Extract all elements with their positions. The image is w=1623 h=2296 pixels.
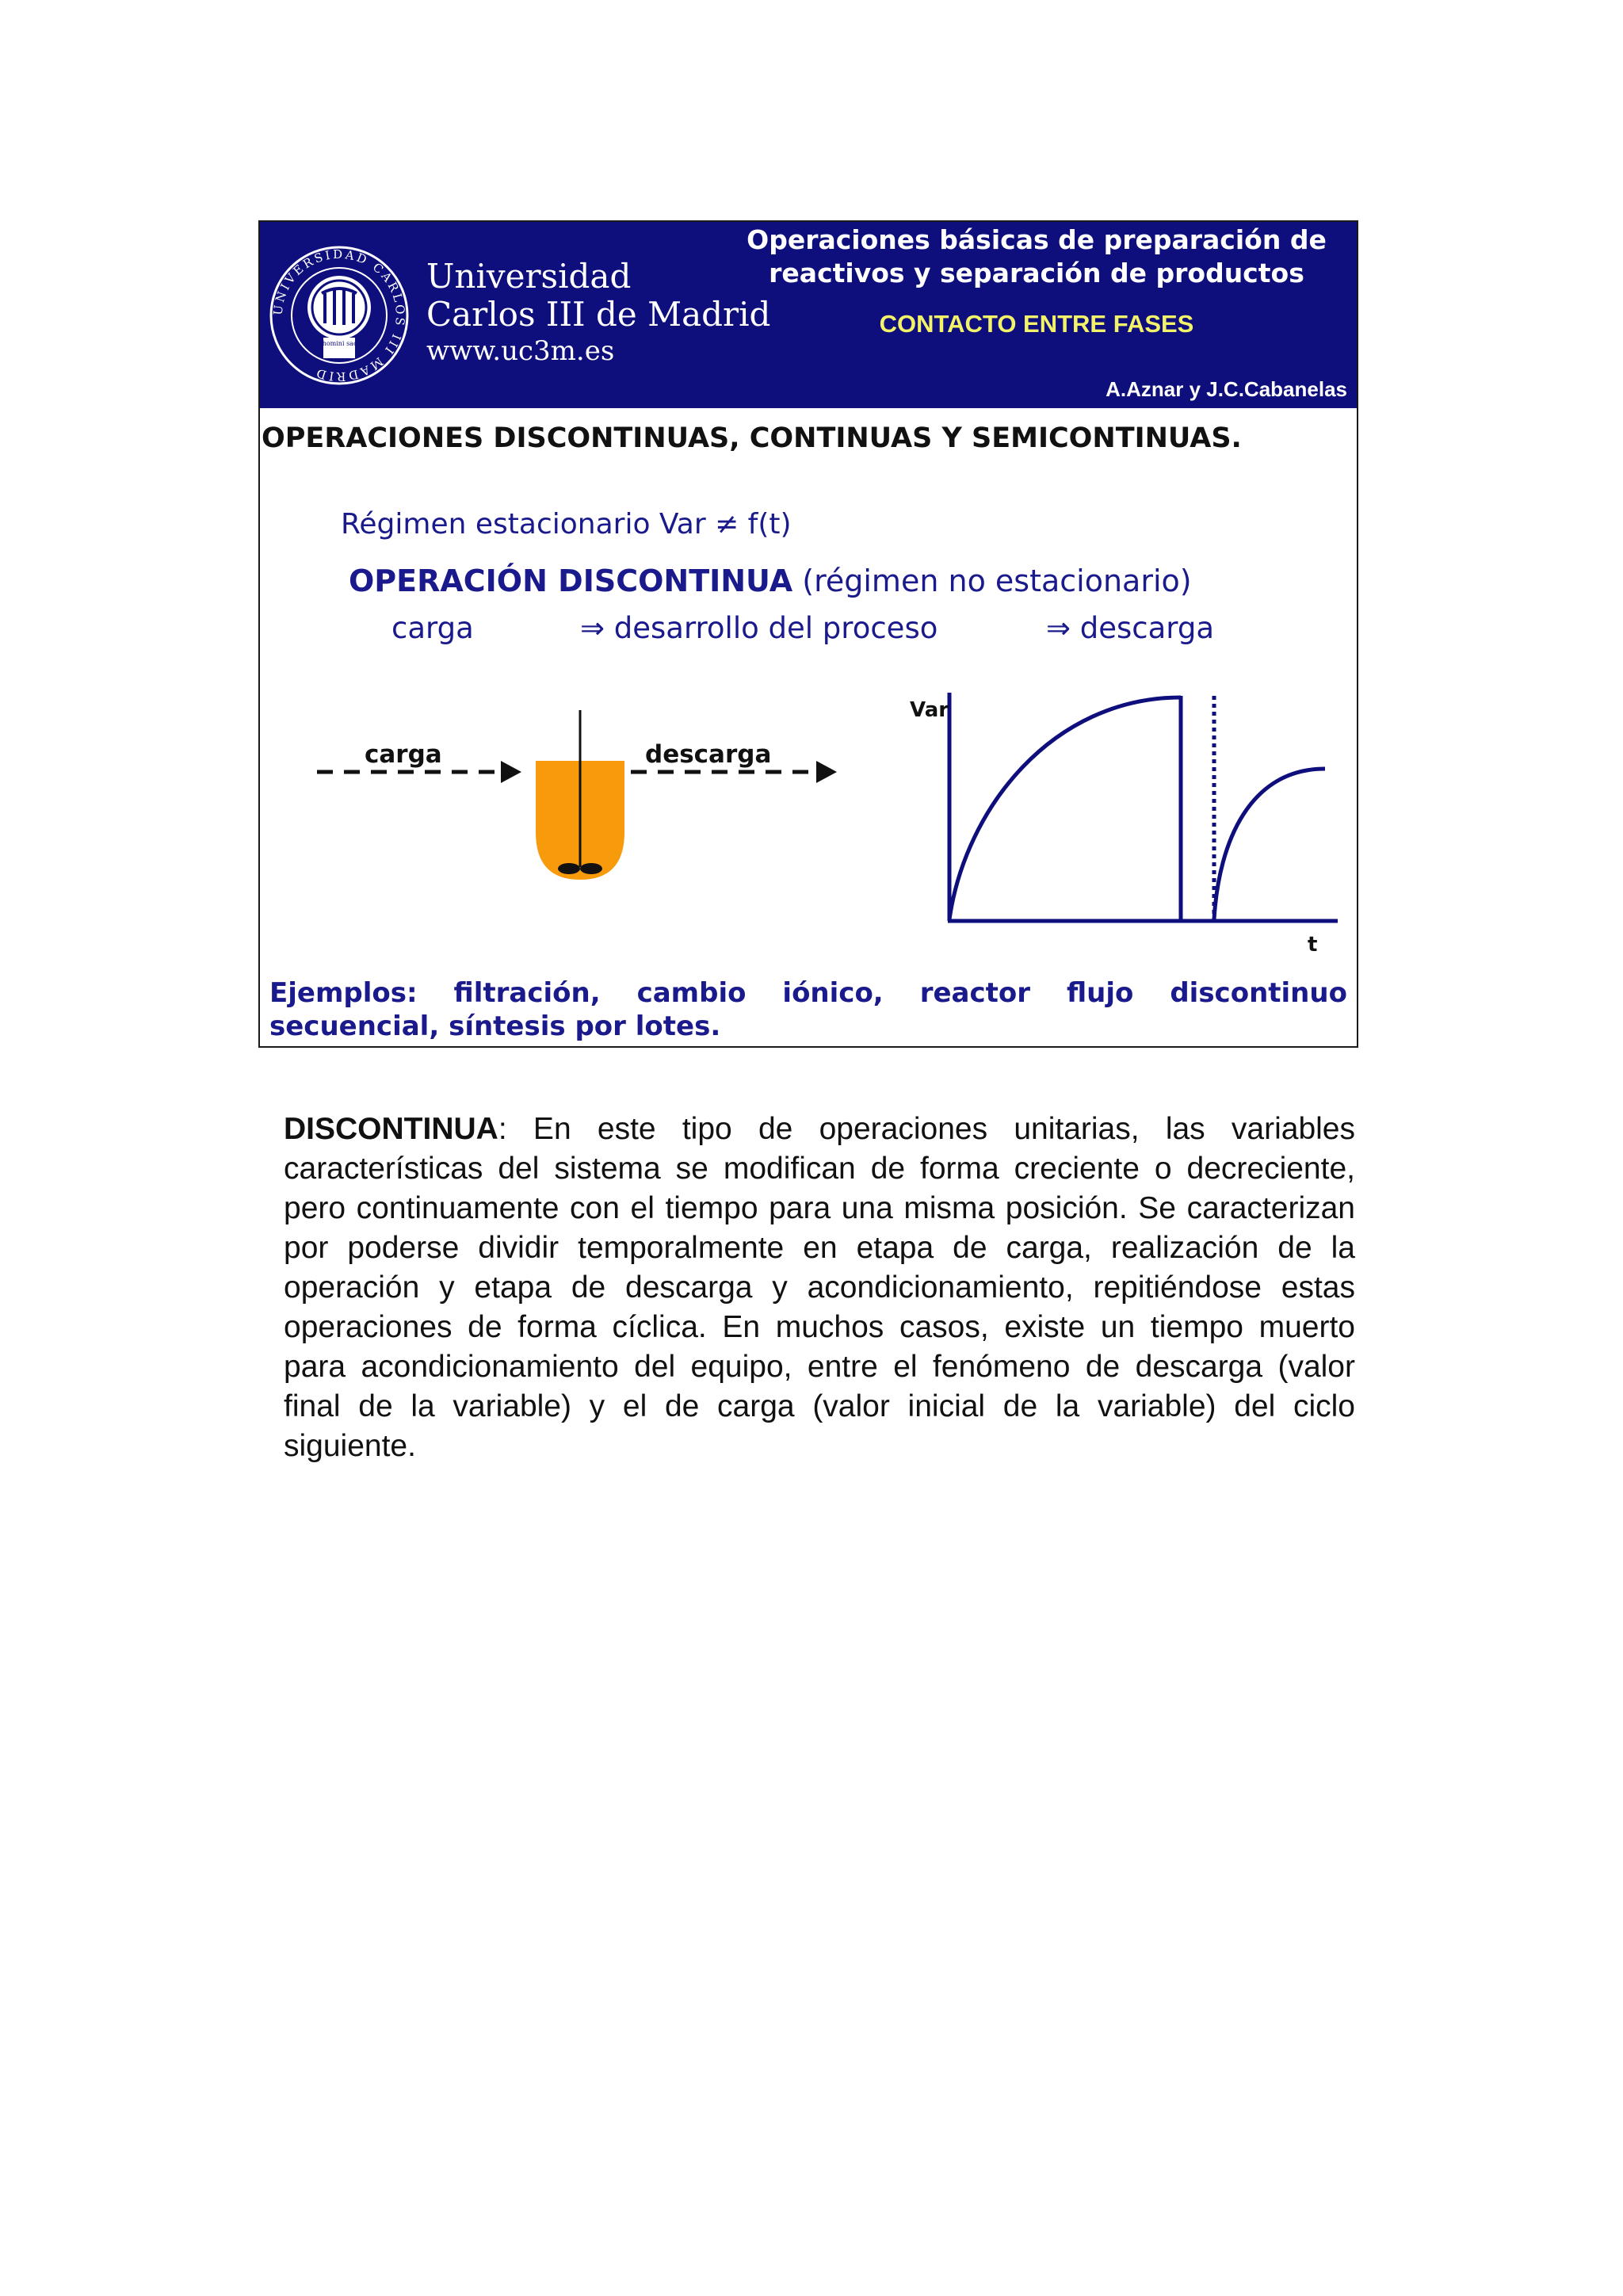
diagram-label-descarga: descarga <box>645 740 772 769</box>
operation-title: OPERACIÓN DISCONTINUA <box>349 563 793 598</box>
examples-word: flujo <box>1066 977 1134 1009</box>
step-descarga: ⇒ descarga <box>1046 611 1215 645</box>
plot-y-label: Var <box>910 698 949 722</box>
body-paragraph <box>284 1110 1355 1466</box>
outlet-arrowhead <box>816 761 837 783</box>
section-title: OPERACIONES DISCONTINUAS, CONTINUAS Y SEMICONTINUAS. <box>262 422 1242 454</box>
university-seal-logo <box>268 244 411 387</box>
examples-word: iónico, <box>782 977 884 1009</box>
examples-line1 <box>269 976 1347 1010</box>
slide-frame <box>258 220 1358 1048</box>
examples-line2: secuencial, síntesis por lotes. <box>269 1010 721 1042</box>
university-name-line2: Carlos III de Madrid <box>426 295 771 334</box>
topic-title: CONTACTO ENTRE FASES <box>879 310 1194 338</box>
examples-word: cambio <box>636 977 747 1009</box>
regime-text: Régimen estacionario Var ≠ f(t) <box>341 508 792 541</box>
slide-header <box>260 222 1357 408</box>
examples-text <box>269 976 1347 1043</box>
university-name-line1: Universidad <box>426 257 632 296</box>
variable-vs-time-plot <box>894 682 1338 967</box>
agitator-blade-right <box>580 863 602 874</box>
diagram-label-carga: carga <box>365 740 442 769</box>
authors: A.Aznar y J.C.Cabanelas <box>1106 377 1347 401</box>
university-website: www.uc3m.es <box>426 335 615 367</box>
body-term: DISCONTINUA <box>284 1112 498 1146</box>
examples-word: reactor <box>919 977 1030 1009</box>
inlet-arrowhead <box>501 761 521 783</box>
body-text: : En este tipo de operaciones unitarias, las variables características del sistema se modifican de forma creciente o decreciente, pero continuamente con el tiempo para una misma posición. Se caracterizan por poderse dividir temporalmente en etapa de carga, realización de la operación y etapa de descarga y acondicionamiento, repitiéndose estas operaciones de forma cíclica. En muchos casos, existe un tiempo muerto para acondicionamiento del equipo, entre el fenómeno de descarga (valor final de la variable) y el de carga (valor inicial de la variable) del ciclo siguiente. <box>284 1112 1355 1463</box>
seal-ring-text: UNIVERSIDAD CARLOS III MADRID <box>270 246 408 384</box>
course-title-line1: Operaciones básicas de preparación de <box>747 224 1327 255</box>
examples-word: Ejemplos: <box>269 977 418 1009</box>
examples-word: discontinuo <box>1170 977 1347 1009</box>
step-carga: carga <box>391 611 474 645</box>
plot-cycle1-curve <box>949 697 1181 919</box>
course-title-line2: reactivos y separación de productos <box>769 258 1304 288</box>
plot-cycle2-curve <box>1214 769 1325 919</box>
batch-reactor-diagram <box>292 682 862 967</box>
operation-subtitle: (régimen no estacionario) <box>802 563 1192 598</box>
university-name <box>426 258 770 334</box>
agitator-blade-left <box>558 863 580 874</box>
plot-x-label: t <box>1308 933 1318 957</box>
examples-word: filtración, <box>453 977 601 1009</box>
seal-motto: homo homini sacra res <box>302 340 376 347</box>
operation-heading <box>349 563 1192 599</box>
course-title <box>735 223 1338 290</box>
step-desarrollo: ⇒ desarrollo del proceso <box>580 611 938 645</box>
